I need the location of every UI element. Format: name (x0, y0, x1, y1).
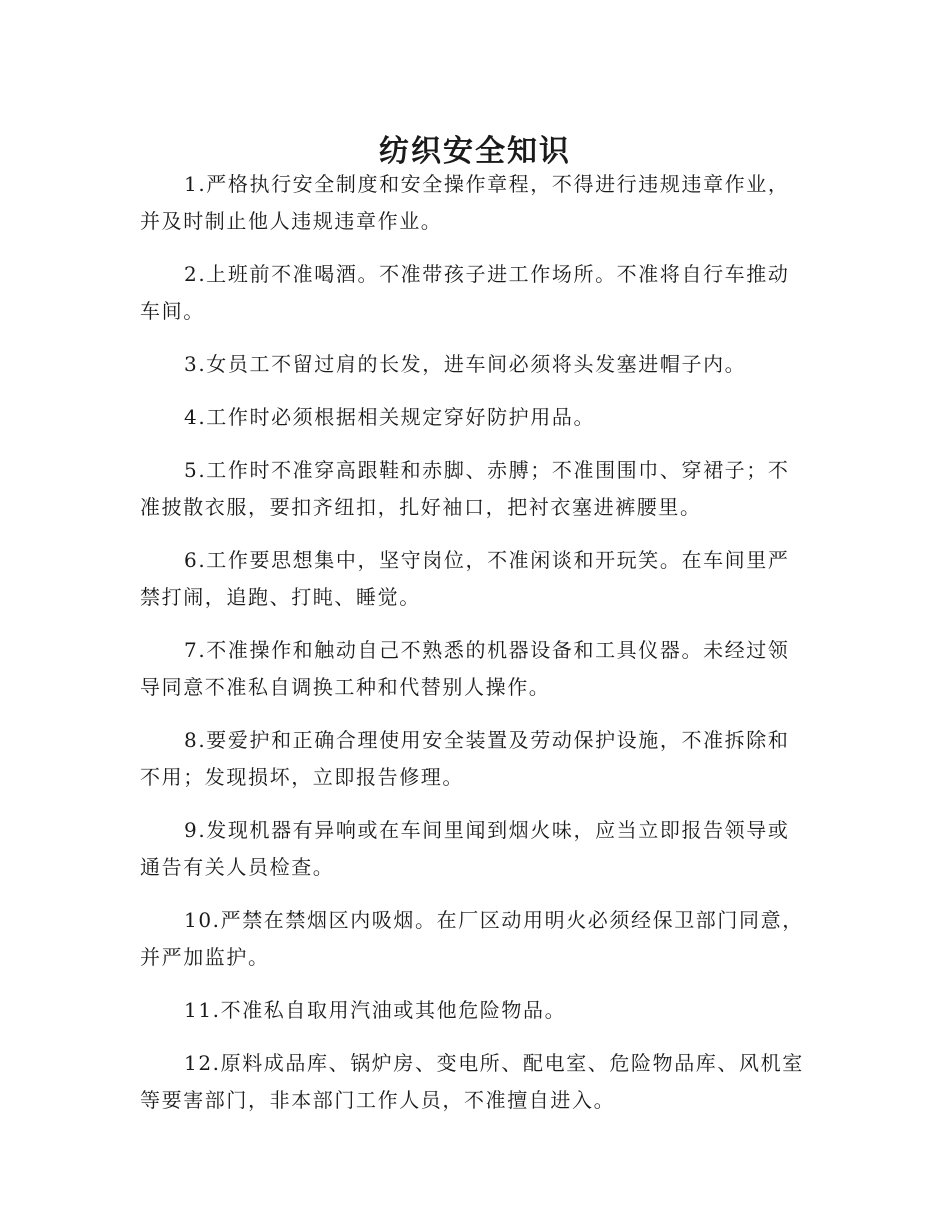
paragraph-6: 6.工作要思想集中，坚守岗位，不准闲谈和开玩笑。在车间里严禁打闹，追跑、打盹、睡觉。 (140, 548, 790, 609)
paragraph-8: 8.要爱护和正确合理使用安全装置及劳动保护设施，不准拆除和不用；发现损坏，立即报告修理。 (140, 728, 790, 789)
paragraph-4: 4.工作时必须根据相关规定穿好防护用品。 (184, 405, 596, 429)
document-body (140, 166, 808, 1135)
paragraph-11: 11.不准私自取用汽油或其他危险物品。 (184, 998, 567, 1022)
paragraph-1: 1.严格执行安全制度和安全操作章程，不得进行违规违章作业，并及时制止他人违规违章作业。 (140, 172, 790, 233)
paragraph-7: 7.不准操作和触动自己不熟悉的机器设备和工具仪器。未经过领导同意不准私自调换工种和代替别人操作。 (140, 638, 790, 699)
paragraph-5: 5.工作时不准穿高跟鞋和赤脚、赤膊；不准围围巾、穿裙子；不准披散衣服，要扣齐纽扣，扎好袖口，把衬衣塞进裤腰里。 (140, 458, 790, 519)
paragraph-2: 2.上班前不准喝酒。不准带孩子进工作场所。不准将自行车推动车间。 (140, 262, 790, 323)
paragraph-9: 9.发现机器有异响或在车间里闻到烟火味，应当立即报告领导或通告有关人员检查。 (140, 818, 790, 879)
paragraph-3: 3.女员工不留过肩的长发，进车间必须将头发塞进帽子内。 (184, 352, 747, 376)
paragraph-12: 12.原料成品库、锅炉房、变电所、配电室、危险物品库、风机室等要害部门，非本部门工作人员，不准擅自进入。 (140, 1051, 804, 1112)
document-title: 纺织安全知识 (379, 134, 571, 170)
paragraph-10: 10.严禁在禁烟区内吸烟。在厂区动用明火必须经保卫部门同意，并严加监护。 (140, 908, 804, 969)
